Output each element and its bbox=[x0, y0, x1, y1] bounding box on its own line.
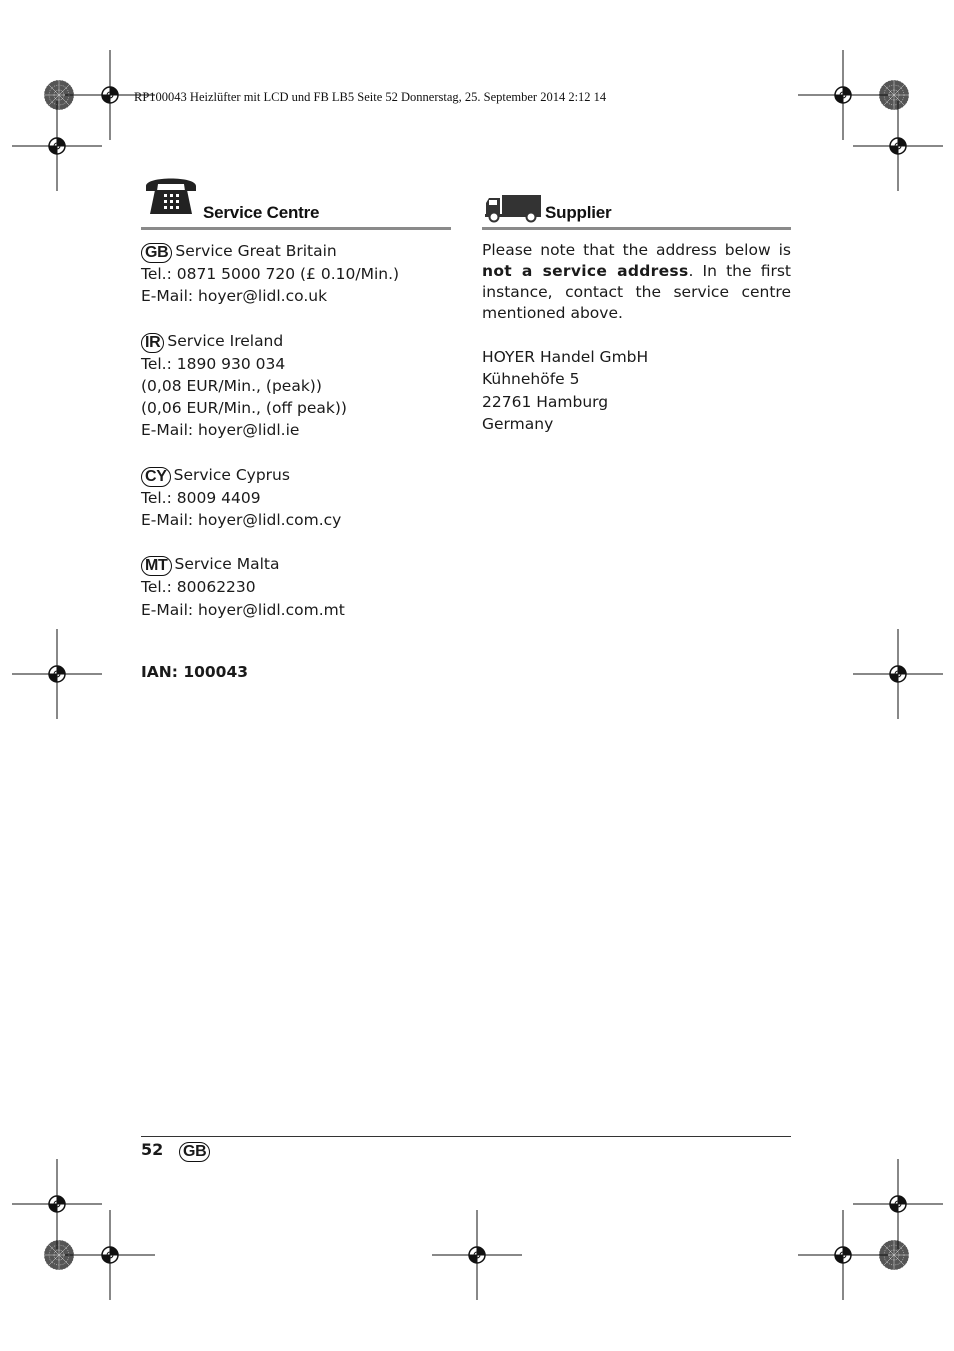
country-badge-ir: IR bbox=[141, 333, 164, 353]
supplier-note: Please note that the address below is not a service address. In the first instance, contact the service centre mentioned above. bbox=[482, 241, 791, 322]
supplier-note-emphasis: not a service address bbox=[482, 262, 689, 280]
supplier-body bbox=[482, 240, 791, 435]
service-phone: Tel.: 80062230 bbox=[141, 578, 256, 597]
service-email: E-Mail: hoyer@lidl.com.cy bbox=[141, 511, 342, 530]
service-name: Service Ireland bbox=[167, 331, 284, 350]
address-country: Germany bbox=[482, 414, 554, 433]
telephone-icon bbox=[144, 172, 198, 216]
service-email: E-Mail: hoyer@lidl.ie bbox=[141, 421, 300, 440]
service-block-mt bbox=[141, 553, 451, 621]
page-number: 52 bbox=[141, 1140, 164, 1159]
service-name: Service Great Britain bbox=[175, 242, 337, 260]
service-rate-off-peak: (0,06 EUR/Min., (off peak)) bbox=[141, 399, 347, 418]
service-block-ir bbox=[141, 330, 451, 442]
section-rule bbox=[141, 227, 451, 230]
service-phone: Tel.: 1890 930 034 bbox=[141, 354, 286, 373]
service-name: Service Cyprus bbox=[173, 465, 290, 484]
service-email: E-Mail: hoyer@lidl.co.uk bbox=[141, 287, 328, 306]
supplier-title: Supplier bbox=[545, 203, 612, 222]
service-rate-peak: (0,08 EUR/Min., (peak)) bbox=[141, 376, 322, 395]
address-city: 22761 Hamburg bbox=[482, 392, 609, 411]
print-slug: RP100043 Heizlüfter mit LCD und FB LB5 Seite 52 Donnerstag, 25. September 2014 2:12 14 bbox=[134, 90, 607, 104]
service-email: E-Mail: hoyer@lidl.com.mt bbox=[141, 600, 345, 619]
service-phone: Tel.: 8009 4409 bbox=[141, 488, 261, 507]
address-street: Kühnehöfe 5 bbox=[482, 370, 580, 389]
country-badge-mt: MT bbox=[141, 556, 172, 576]
country-badge-gb: GB bbox=[141, 243, 172, 263]
service-phone: Tel.: 0871 5000 720 (£ 0.10/Min.) bbox=[141, 265, 400, 283]
service-block-cy bbox=[141, 464, 451, 532]
supplier-address bbox=[482, 346, 791, 435]
service-centre-section bbox=[141, 170, 451, 643]
supplier-section bbox=[482, 170, 791, 457]
country-badge-cy: CY bbox=[141, 467, 171, 487]
service-centre-title: Service Centre bbox=[203, 203, 320, 222]
ian-number: IAN: 100043 bbox=[141, 663, 249, 681]
service-centre-list bbox=[141, 240, 451, 621]
address-company: HOYER Handel GmbH bbox=[482, 348, 649, 366]
section-rule bbox=[482, 227, 791, 230]
truck-icon bbox=[485, 195, 541, 223]
footer-country-badge: GB bbox=[179, 1142, 210, 1162]
service-name: Service Malta bbox=[174, 555, 280, 574]
supplier-header bbox=[482, 170, 791, 230]
service-centre-header bbox=[141, 170, 451, 230]
service-block-gb bbox=[141, 240, 451, 308]
footer-rule bbox=[141, 1136, 791, 1137]
